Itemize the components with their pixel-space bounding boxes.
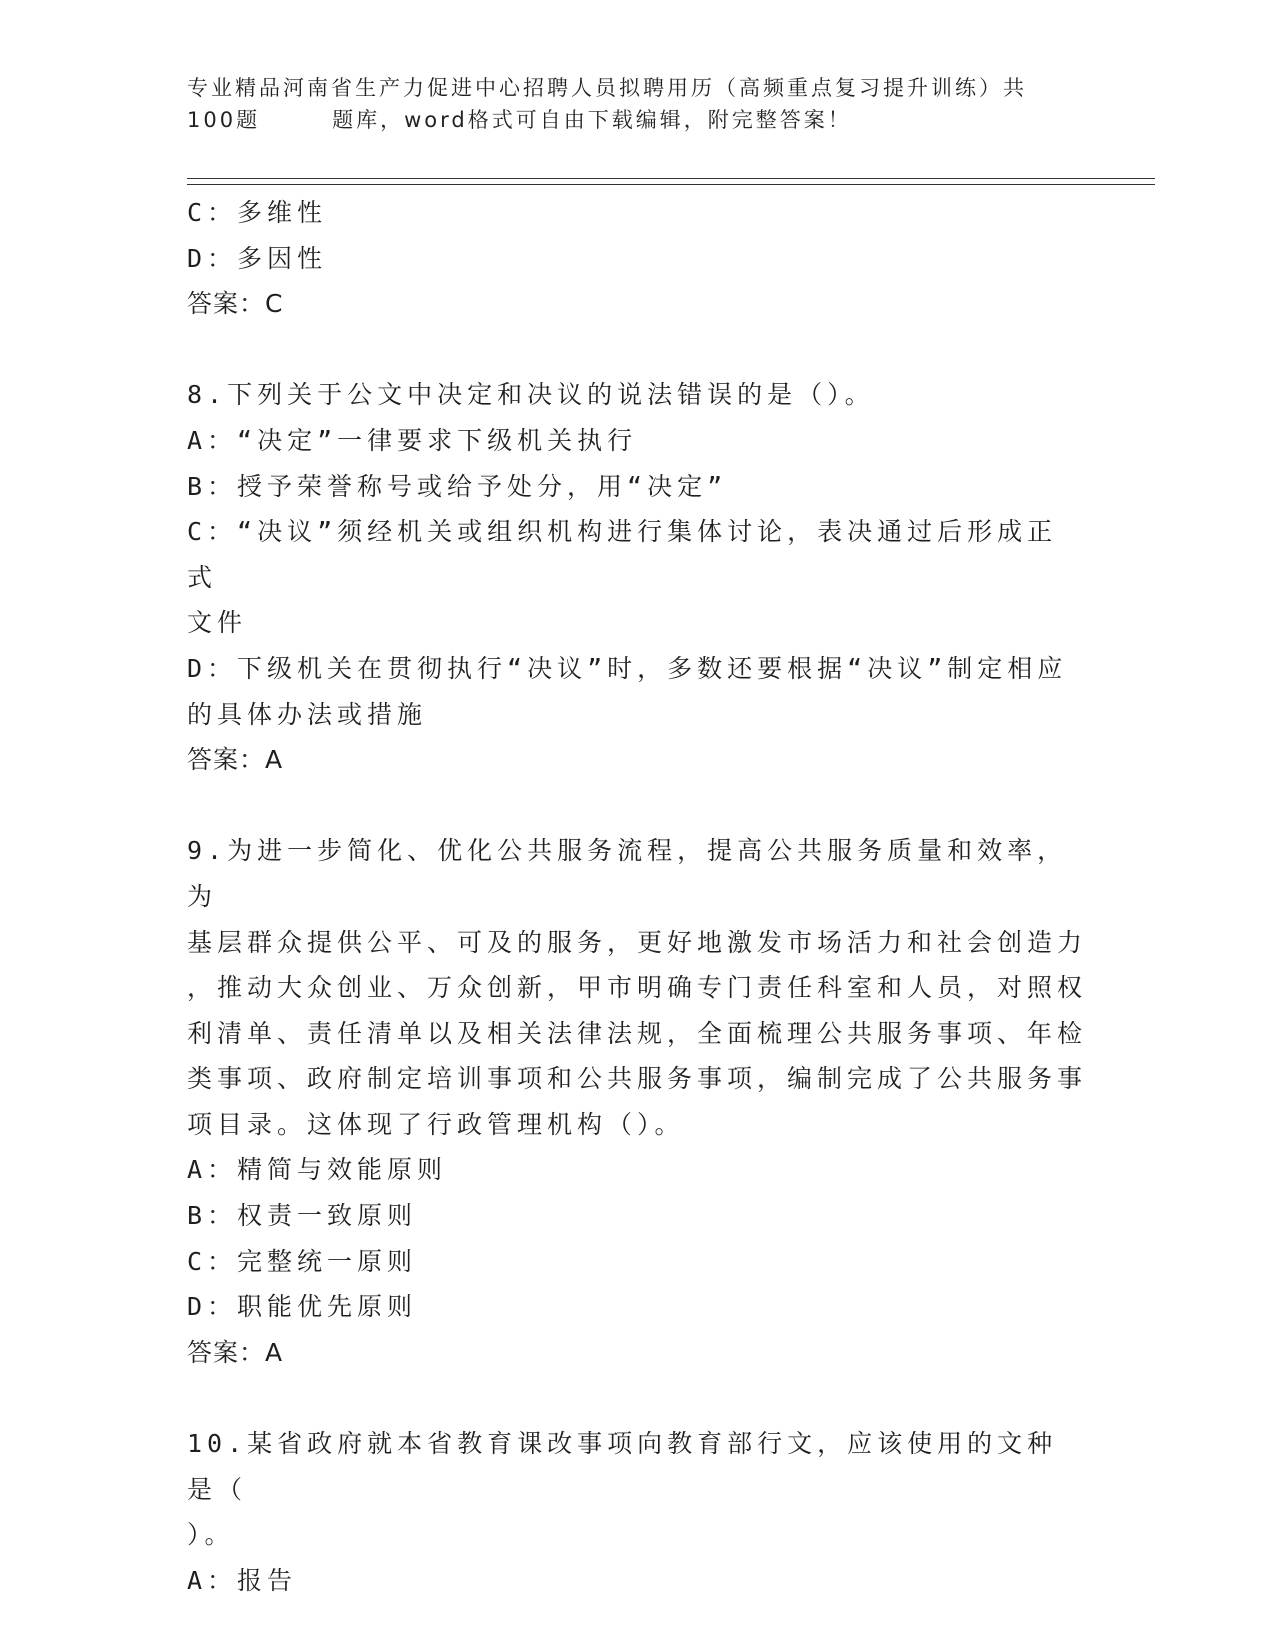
q10-stem-line1: 10.某省政府就本省教育课改事项向教育部行文，应该使用的文种是（ [187, 1429, 1058, 1504]
header-line-1: 专业精品河南省生产力促进中心招聘人员拟聘用历（高频重点复习提升训练）共 [187, 76, 1027, 100]
q8-option-d-line1: D：下级机关在贯彻执行“决议”时，多数还要根据“决议”制定相应 [187, 653, 1068, 683]
q8-option-c-line2: 文件 [187, 608, 248, 638]
q9-option-c: C：完整统一原则 [187, 1246, 418, 1276]
q9-stem-line1: 9.为进一步简化、优化公共服务流程，提高公共服务质量和效率，为 [187, 836, 1068, 911]
spacer [187, 783, 1087, 829]
q9-option-b: B：权责一致原则 [187, 1201, 418, 1231]
header-rule-top [187, 178, 1155, 179]
spacer [187, 327, 1087, 373]
document-header [187, 72, 1067, 136]
q7-option-c: C：多维性 [187, 198, 328, 227]
question-content [187, 190, 1087, 1603]
q9-stem-line6: 项目录。这体现了行政管理机构（）。 [187, 1109, 685, 1139]
q9-stem-line4: 利清单、责任清单以及相关法律法规，全面梳理公共服务事项、年检 [187, 1018, 1088, 1048]
q7-option-d: D：多因性 [187, 243, 328, 273]
q8-stem: 8.下列关于公文中决定和决议的说法错误的是（）。 [187, 380, 875, 410]
q9-stem-line2: 基层群众提供公平、可及的服务，更好地激发市场活力和社会创造力 [187, 927, 1088, 957]
q9-answer: 答案：A [187, 1337, 284, 1367]
header-count: 100题 [187, 108, 261, 132]
q8-option-a: A：“决定”一律要求下级机关执行 [187, 425, 638, 455]
q9-stem-line3: ，推动大众创业、万众创新，甲市明确专门责任科室和人员，对照权 [187, 973, 1088, 1003]
q9-option-a: A：精简与效能原则 [187, 1155, 448, 1185]
q7-answer: 答案：C [187, 289, 284, 319]
q10-stem-line2: ）。 [187, 1520, 235, 1550]
q8-option-c-line1: C：“决议”须经机关或组织机构进行集体讨论，表决通过后形成正式 [187, 517, 1058, 592]
header-rule-bottom [187, 184, 1155, 185]
header-subtitle: 题库，word格式可自由下载编辑，附完整答案！ [332, 108, 852, 132]
header-line-2 [187, 104, 1067, 136]
q9-stem-line5: 类事项、政府制定培训事项和公共服务事项，编制完成了公共服务事 [187, 1064, 1088, 1094]
q8-option-d-line2: 的具体办法或措施 [187, 699, 428, 729]
q8-option-b: B：授予荣誉称号或给予处分，用“决定” [187, 471, 728, 501]
q9-option-d: D：职能优先原则 [187, 1292, 418, 1322]
q10-option-a: A：报告 [187, 1565, 298, 1595]
spacer [187, 1375, 1087, 1421]
q8-answer: 答案：A [187, 745, 284, 775]
